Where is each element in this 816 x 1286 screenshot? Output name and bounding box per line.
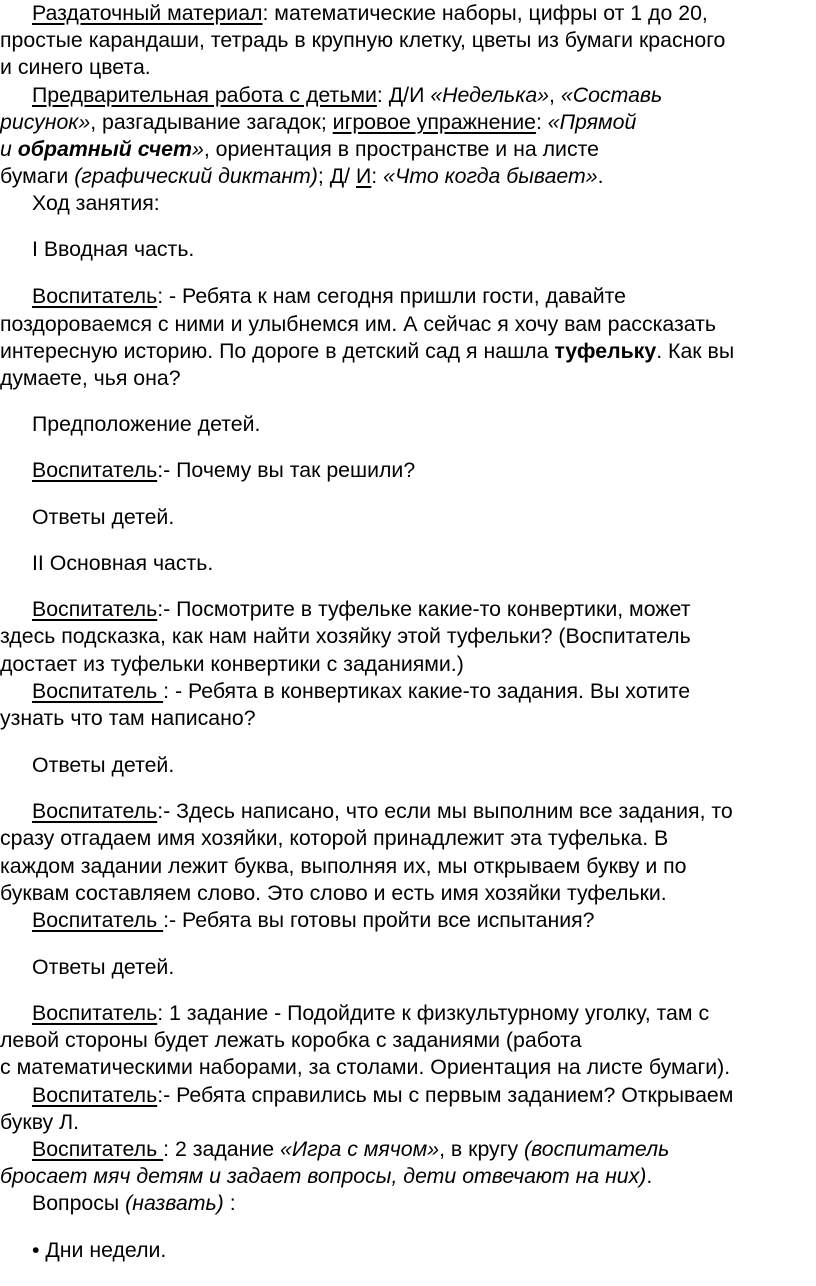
text-line <box>0 311 816 337</box>
text-segment: «Составь <box>560 83 663 107</box>
text-segment: «Игра с мячом» <box>280 1137 440 1161</box>
text-segment: » <box>191 137 204 161</box>
text-segment: Воспитатель <box>32 1083 158 1107</box>
text-line <box>0 1054 816 1080</box>
text-segment: простые карандаши, тетрадь в крупную клетку, цветы из бумаги красного <box>0 28 726 52</box>
text-segment: :- Ребята справились мы с первым заданием? Открываем <box>157 1083 734 1107</box>
text-segment: : 1 задание - Подойдите к физкультурному уголку, там с <box>157 1001 710 1025</box>
text-line <box>0 1136 816 1162</box>
text-line <box>0 1163 816 1189</box>
text-line <box>0 190 816 216</box>
text-segment: Предварительная работа с детьми <box>32 83 377 107</box>
text-segment: интересную историю. По дороге в детский сад я нашла <box>0 339 555 363</box>
text-segment: И <box>355 164 372 188</box>
text-segment: • Дни недели. <box>32 1238 167 1262</box>
text-line <box>0 0 816 26</box>
text-segment: Ответы детей. <box>32 955 175 979</box>
text-segment: , ориентация в пространстве и на листе <box>203 137 599 161</box>
text-line <box>0 82 816 108</box>
text-line <box>0 1027 816 1053</box>
text-segment: : <box>535 110 548 134</box>
text-segment: здесь подсказка, как нам найти хозяйку этой туфельки? (Воспитатель <box>0 624 691 648</box>
text-line <box>0 651 816 677</box>
text-line <box>0 109 816 135</box>
text-line <box>0 1082 816 1108</box>
text-line <box>0 1237 816 1263</box>
text-segment: Воспитатель <box>32 284 158 308</box>
text-line <box>0 163 816 189</box>
text-segment: :- Почему вы так решили? <box>157 458 416 482</box>
text-segment: бумаги <box>0 164 75 188</box>
text-segment: Раздаточный материал <box>32 1 263 25</box>
text-segment: «Что когда бывает» <box>383 164 598 188</box>
text-segment: Ответы детей. <box>32 505 175 529</box>
text-segment: . Как вы <box>656 339 735 363</box>
text-segment: «Прямой <box>547 110 637 134</box>
text-segment: , в кругу <box>439 1137 525 1161</box>
text-segment: и синего цвета. <box>0 55 151 79</box>
text-line <box>0 678 816 704</box>
text-line <box>0 411 816 437</box>
text-line <box>0 1000 816 1026</box>
text-segment: Воспитатель <box>32 1001 158 1025</box>
text-line <box>0 136 816 162</box>
text-line <box>0 1109 816 1135</box>
text-segment: Воспитатель <box>32 597 158 621</box>
text-segment: Вопросы <box>32 1191 126 1215</box>
text-segment: Воспитатель <box>32 679 164 703</box>
text-segment: с математическими наборами, за столами. Ориентация на листе бумаги). <box>0 1055 731 1079</box>
text-line <box>0 550 816 576</box>
text-segment: игровое упражнение <box>332 110 536 134</box>
text-segment: . <box>597 164 604 188</box>
text-segment: Воспитатель <box>32 458 158 482</box>
text-segment: буквам составляем слово. Это слово и есть имя хозяйки туфельки. <box>0 881 667 905</box>
text-segment: и <box>0 137 18 161</box>
text-segment: обратный счет <box>17 137 192 161</box>
text-line <box>0 1190 816 1216</box>
text-line <box>0 825 816 851</box>
text-segment: : - Ребята в конвертиках какие-то задания. Вы хотите <box>163 679 691 703</box>
text-line <box>0 705 816 731</box>
text-segment: думаете, чья она? <box>0 366 181 390</box>
text-segment: Ход занятия: <box>32 191 160 215</box>
text-segment: туфельку <box>554 339 657 363</box>
text-segment: : <box>223 1191 236 1215</box>
text-line <box>0 880 816 906</box>
text-segment: : Д/И <box>376 83 431 107</box>
text-line <box>0 236 816 262</box>
text-segment: «Неделька» <box>430 83 550 107</box>
text-line <box>0 907 816 933</box>
text-segment: : - Ребята к нам сегодня пришли гости, давайте <box>157 284 626 308</box>
text-segment: рисунок» <box>0 110 91 134</box>
text-line <box>0 504 816 530</box>
text-line <box>0 457 816 483</box>
text-line <box>0 853 816 879</box>
text-segment: Ответы детей. <box>32 753 175 777</box>
text-segment: букву Л. <box>0 1110 80 1134</box>
text-segment: : математические наборы, цифры от 1 до 20, <box>262 1 708 25</box>
text-segment: Предположение детей. <box>32 412 261 436</box>
text-segment: левой стороны будет лежать коробка с заданиями (работа <box>0 1028 582 1052</box>
text-segment: ; Д/ <box>317 164 356 188</box>
text-segment: I Вводная часть. <box>32 237 195 261</box>
text-segment: II Основная часть. <box>32 551 214 575</box>
text-segment: сразу отгадаем имя хозяйки, которой принадлежит эта туфелька. В <box>0 826 669 850</box>
text-segment: (воспитатель <box>524 1137 670 1161</box>
text-segment: . <box>646 1164 653 1188</box>
text-segment: :- Посмотрите в туфельке какие-то конвертики, может <box>157 597 691 621</box>
text-segment: : <box>371 164 384 188</box>
text-segment: (графический диктант) <box>74 164 318 188</box>
text-segment: , <box>549 83 561 107</box>
text-segment: , разгадывание загадок; <box>90 110 333 134</box>
text-segment: бросает мяч детям и задает вопросы, дети отвечают на них) <box>0 1164 647 1188</box>
text-segment: :- Здесь написано, что если мы выполним все задания, то <box>157 799 733 823</box>
text-segment: :- Ребята вы готовы пройти все испытания? <box>163 908 595 932</box>
text-line <box>0 798 816 824</box>
text-line <box>0 365 816 391</box>
text-segment: Воспитатель <box>32 799 158 823</box>
text-segment: Воспитатель <box>32 908 164 932</box>
text-line <box>0 596 816 622</box>
text-segment: Воспитатель <box>32 1137 164 1161</box>
text-line <box>0 27 816 53</box>
text-segment: : 2 задание <box>163 1137 281 1161</box>
text-segment: (назвать) <box>125 1191 224 1215</box>
text-line <box>0 954 816 980</box>
text-line <box>0 623 816 649</box>
text-line <box>0 338 816 364</box>
text-segment: узнать что там написано? <box>0 706 256 730</box>
text-segment: поздороваемся с ними и улыбнемся им. А сейчас я хочу вам рассказать <box>0 312 716 336</box>
text-segment: каждом задании лежит буква, выполняя их, мы открываем букву и по <box>0 854 687 878</box>
text-line <box>0 752 816 778</box>
text-segment: достает из туфельки конвертики с заданиями.) <box>0 652 464 676</box>
text-line <box>0 283 816 309</box>
text-line <box>0 54 816 80</box>
